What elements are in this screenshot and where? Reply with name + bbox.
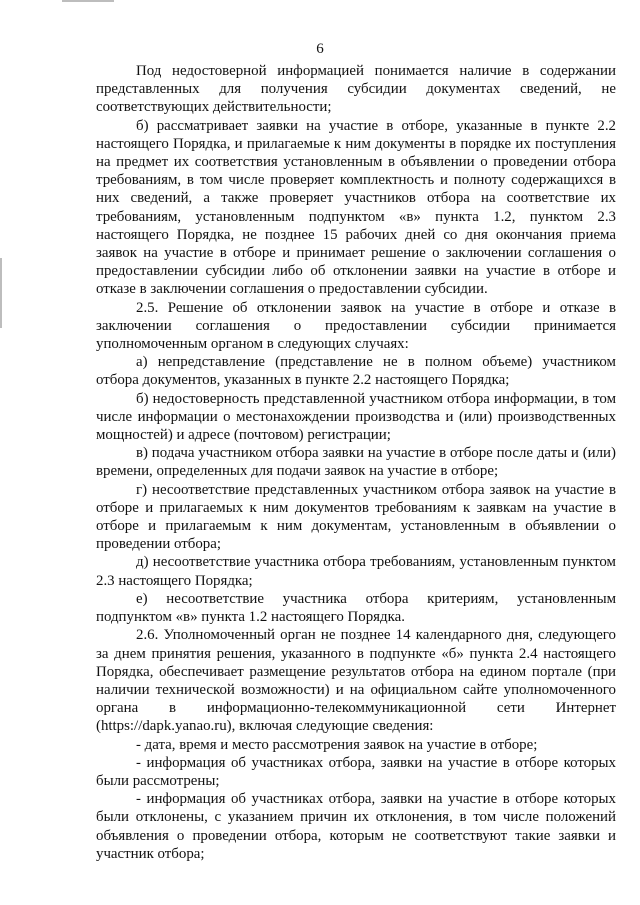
paragraph-case-b: б) недостоверность представленной участником отбора информации, в том числе информации о местонахождении производства и (или) производственных мощностей) и адресе (почтовом) регистрации; [96,390,616,444]
paragraph-case-e: е) несоответствие участника отбора критериям, установленным подпунктом «в» пункта 1.2 настоящего Порядка. [96,590,616,626]
paragraph-definition: Под недостоверной информацией понимается наличие в содержании представленных для получения субсидии документах сведений, не соответствующих действительности; [96,63,616,116]
paragraph-case-g: г) несоответствие представленных участником отбора заявок на участие в отборе и прилагаемых к ним документов требованиям к заявкам на участие в отборе и прилагаемым к ним документам, установленным в объявлении о проведении отбора; [96,481,616,553]
paragraph-2-5: 2.5. Решение об отклонении заявок на участие в отборе и отказе в заключении соглашения о предоставлении субсидии принимается уполномоченным органом в следующих случаях: [96,299,616,353]
paragraph-item-b-review: б) рассматривает заявки на участие в отборе, указанные в пункте 2.2 настоящего Порядка, и прилагаемые к ним документы в порядке их поступления на предмет их соответствия установленным в объявлении о проведении отбора требованиям, в том числе проверяет комплектность и полноту содержащихся в них сведений, а также проверяет участников отбора на соответствие их требованиям, установленным подпунктом «в» пункта 1.2, пунктом 2.3 настоящего Порядка, не позднее 15 рабочих дней со дня окончания приема заявок на участие в отборе и принимает решение о заключении соглашения о предоставлении субсидии либо об отклонении заявки на участие в отборе и отказе в заключении соглашения о предоставлении субсидии. [96,117,616,298]
paragraph-case-d: д) несоответствие участника отбора требованиям, установленным пунктом 2.3 настоящего Порядка; [96,554,616,589]
scan-edge-mark-left [0,258,2,328]
paragraph-case-v: в) подача участником отбора заявки на участие в отборе после даты и (или) времени, определенных для подачи заявок на участие в отборе; [96,445,616,480]
scan-edge-mark-top [62,0,114,2]
paragraph-case-a: а) непредставление (представление не в полном объеме) участником отбора документов, указанных в пункте 2.2 настоящего Порядка; [96,354,616,389]
list-item-reviewed: - информация об участниках отбора, заявки на участие в отборе которых были рассмотрены; [96,754,616,789]
list-item-rejected: - информация об участниках отбора, заявки на участие в отборе которых были отклонены, с указанием причин их отклонения, в том числе положений объявления о проведении отбора, которым не соответствуют такие заявки и участник отбора; [96,791,616,862]
page-number: 6 [316,41,324,57]
list-item-date: - дата, время и место рассмотрения заявок на участие в отборе; [136,736,538,753]
document-body [96,62,616,863]
paragraph-2-6: 2.6. Уполномоченный орган не позднее 14 календарного дня, следующего за днем принятия решения, указанного в подпункте «б» пункта 2.4 настоящего Порядка, обеспечивает размещение результатов отбора на едином портале (при наличии технической возможности) и на официальном сайте уполномоченного органа в информационно-телекоммуникационной сети Интернет (https://dapk.yanao.ru), включая следующие сведения: [96,627,616,735]
